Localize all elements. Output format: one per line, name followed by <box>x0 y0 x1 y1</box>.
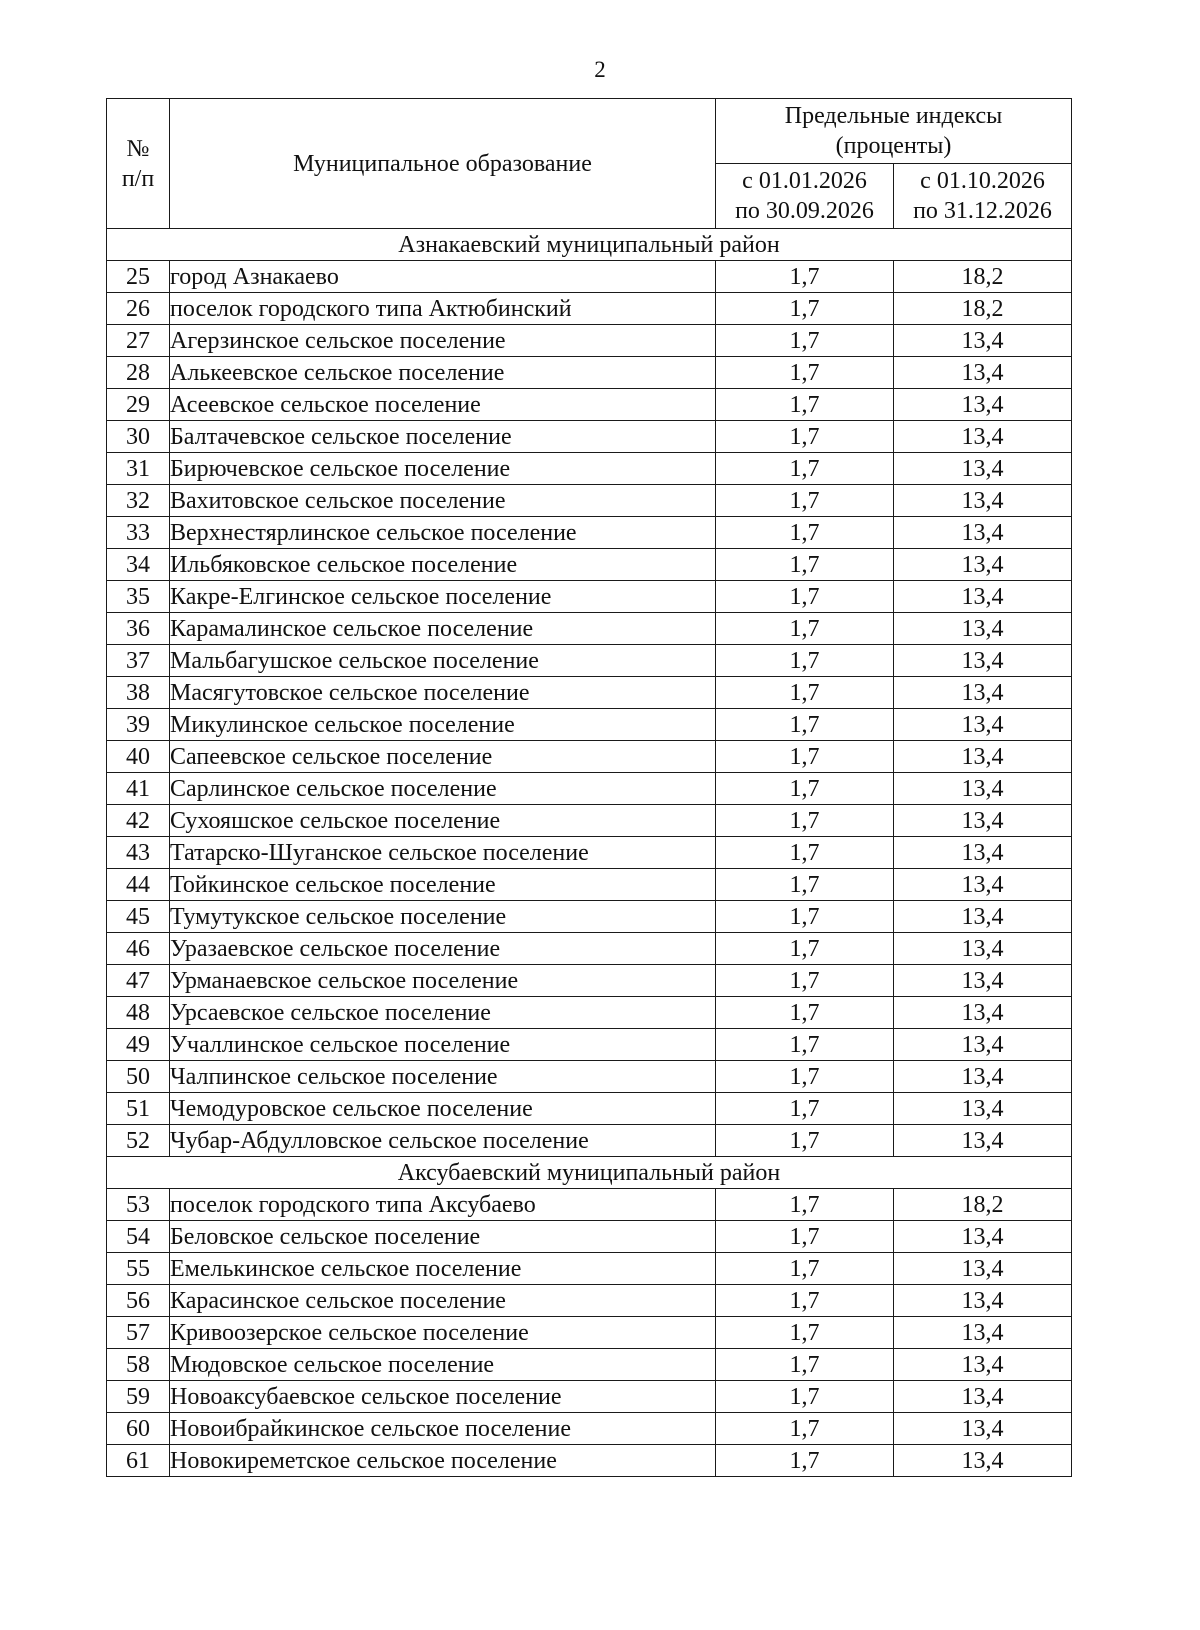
index-period-1: 1,7 <box>716 901 894 933</box>
row-number: 38 <box>107 677 170 709</box>
table-row <box>107 1221 1072 1253</box>
row-number: 51 <box>107 1093 170 1125</box>
index-period-1: 1,7 <box>716 485 894 517</box>
municipality-name: Чемодуровское сельское поселение <box>170 1093 716 1125</box>
index-period-2: 13,4 <box>894 1061 1072 1093</box>
header-period-1: с 01.01.2026 по 30.09.2026 <box>716 164 894 229</box>
table-row <box>107 1253 1072 1285</box>
table-row <box>107 485 1072 517</box>
table-row <box>107 1413 1072 1445</box>
index-period-1: 1,7 <box>716 645 894 677</box>
municipality-name: Чалпинское сельское поселение <box>170 1061 716 1093</box>
index-period-2: 13,4 <box>894 1285 1072 1317</box>
index-period-1: 1,7 <box>716 389 894 421</box>
index-period-1: 1,7 <box>716 805 894 837</box>
row-number: 36 <box>107 613 170 645</box>
municipality-name: Чубар-Абдулловское сельское поселение <box>170 1125 716 1157</box>
municipality-name: Татарско-Шуганское сельское поселение <box>170 837 716 869</box>
municipality-name: Верхнестярлинское сельское поселение <box>170 517 716 549</box>
row-number: 28 <box>107 357 170 389</box>
municipality-name: Вахитовское сельское поселение <box>170 485 716 517</box>
table-row <box>107 1061 1072 1093</box>
index-period-2: 13,4 <box>894 1253 1072 1285</box>
index-period-2: 13,4 <box>894 613 1072 645</box>
row-number: 43 <box>107 837 170 869</box>
index-period-1: 1,7 <box>716 1381 894 1413</box>
municipality-name: Емелькинское сельское поселение <box>170 1253 716 1285</box>
municipality-name: поселок городского типа Актюбинский <box>170 293 716 325</box>
row-number: 54 <box>107 1221 170 1253</box>
row-number: 26 <box>107 293 170 325</box>
index-period-1: 1,7 <box>716 1317 894 1349</box>
table-row <box>107 549 1072 581</box>
index-period-2: 13,4 <box>894 1381 1072 1413</box>
municipality-name: Новокиреметское сельское поселение <box>170 1445 716 1477</box>
table-row <box>107 453 1072 485</box>
index-period-1: 1,7 <box>716 261 894 293</box>
district-title: Азнакаевский муниципальный район <box>107 229 1072 261</box>
table-row <box>107 837 1072 869</box>
row-number: 25 <box>107 261 170 293</box>
index-period-1: 1,7 <box>716 1349 894 1381</box>
row-number: 58 <box>107 1349 170 1381</box>
municipality-name: Бирючевское сельское поселение <box>170 453 716 485</box>
index-period-1: 1,7 <box>716 293 894 325</box>
index-period-2: 13,4 <box>894 421 1072 453</box>
municipality-name: Ильбяковское сельское поселение <box>170 549 716 581</box>
table-row <box>107 965 1072 997</box>
index-period-2: 13,4 <box>894 485 1072 517</box>
row-number: 60 <box>107 1413 170 1445</box>
index-period-2: 13,4 <box>894 549 1072 581</box>
index-period-2: 13,4 <box>894 709 1072 741</box>
row-number: 32 <box>107 485 170 517</box>
row-number: 61 <box>107 1445 170 1477</box>
index-period-1: 1,7 <box>716 1445 894 1477</box>
index-period-2: 13,4 <box>894 1221 1072 1253</box>
index-period-1: 1,7 <box>716 997 894 1029</box>
row-number: 50 <box>107 1061 170 1093</box>
municipality-name: Урманаевское сельское поселение <box>170 965 716 997</box>
header-municipality: Муниципальное образование <box>170 99 716 229</box>
municipality-name: поселок городского типа Аксубаево <box>170 1189 716 1221</box>
table-row <box>107 741 1072 773</box>
header-number: № п/п <box>107 99 170 229</box>
index-period-2: 13,4 <box>894 325 1072 357</box>
index-period-1: 1,7 <box>716 549 894 581</box>
index-period-1: 1,7 <box>716 613 894 645</box>
index-period-2: 18,2 <box>894 1189 1072 1221</box>
index-period-1: 1,7 <box>716 453 894 485</box>
table-row <box>107 325 1072 357</box>
header-indices: Предельные индексы (проценты) <box>716 99 1072 164</box>
municipality-name: Урсаевское сельское поселение <box>170 997 716 1029</box>
table-row <box>107 933 1072 965</box>
table-row <box>107 1093 1072 1125</box>
index-period-1: 1,7 <box>716 1125 894 1157</box>
index-period-1: 1,7 <box>716 1413 894 1445</box>
municipality-name: Тумутукское сельское поселение <box>170 901 716 933</box>
row-number: 33 <box>107 517 170 549</box>
municipality-name: Беловское сельское поселение <box>170 1221 716 1253</box>
row-number: 34 <box>107 549 170 581</box>
table-row <box>107 869 1072 901</box>
index-period-1: 1,7 <box>716 1285 894 1317</box>
index-period-1: 1,7 <box>716 709 894 741</box>
row-number: 40 <box>107 741 170 773</box>
municipality-name: Асеевское сельское поселение <box>170 389 716 421</box>
index-period-1: 1,7 <box>716 837 894 869</box>
index-period-2: 13,4 <box>894 357 1072 389</box>
municipality-name: Какре-Елгинское сельское поселение <box>170 581 716 613</box>
table-row <box>107 1285 1072 1317</box>
table-row <box>107 805 1072 837</box>
table-row <box>107 773 1072 805</box>
row-number: 48 <box>107 997 170 1029</box>
index-period-1: 1,7 <box>716 421 894 453</box>
row-number: 41 <box>107 773 170 805</box>
index-period-1: 1,7 <box>716 1029 894 1061</box>
table-row <box>107 581 1072 613</box>
table-row <box>107 677 1072 709</box>
municipality-name: Карамалинское сельское поселение <box>170 613 716 645</box>
row-number: 29 <box>107 389 170 421</box>
index-period-1: 1,7 <box>716 581 894 613</box>
table-row <box>107 1317 1072 1349</box>
index-period-2: 13,4 <box>894 1125 1072 1157</box>
index-period-2: 13,4 <box>894 645 1072 677</box>
table-row <box>107 901 1072 933</box>
index-period-2: 13,4 <box>894 1445 1072 1477</box>
municipality-name: город Азнакаево <box>170 261 716 293</box>
municipality-name: Кривоозерское сельское поселение <box>170 1317 716 1349</box>
table-row <box>107 1445 1072 1477</box>
municipality-name: Учаллинское сельское поселение <box>170 1029 716 1061</box>
municipality-name: Балтачевское сельское поселение <box>170 421 716 453</box>
index-period-2: 13,4 <box>894 837 1072 869</box>
index-period-2: 13,4 <box>894 901 1072 933</box>
municipality-name: Мюдовское сельское поселение <box>170 1349 716 1381</box>
indices-table <box>106 98 1072 1477</box>
table-header-row <box>107 99 1072 164</box>
district-group-row <box>107 1157 1072 1189</box>
index-period-1: 1,7 <box>716 1253 894 1285</box>
table-row <box>107 357 1072 389</box>
index-period-1: 1,7 <box>716 1061 894 1093</box>
index-period-1: 1,7 <box>716 1093 894 1125</box>
table-row <box>107 1189 1072 1221</box>
index-period-2: 18,2 <box>894 261 1072 293</box>
index-period-1: 1,7 <box>716 357 894 389</box>
table-row <box>107 1381 1072 1413</box>
table-row <box>107 1349 1072 1381</box>
municipality-name: Тойкинское сельское поселение <box>170 869 716 901</box>
row-number: 45 <box>107 901 170 933</box>
table-row <box>107 421 1072 453</box>
index-period-2: 13,4 <box>894 1413 1072 1445</box>
row-number: 56 <box>107 1285 170 1317</box>
municipality-name: Новоаксубаевское сельское поселение <box>170 1381 716 1413</box>
row-number: 55 <box>107 1253 170 1285</box>
row-number: 30 <box>107 421 170 453</box>
index-period-2: 13,4 <box>894 1349 1072 1381</box>
table-row <box>107 389 1072 421</box>
index-period-2: 13,4 <box>894 869 1072 901</box>
row-number: 47 <box>107 965 170 997</box>
index-period-2: 13,4 <box>894 1317 1072 1349</box>
table-row <box>107 1125 1072 1157</box>
district-group-row <box>107 229 1072 261</box>
row-number: 35 <box>107 581 170 613</box>
table-row <box>107 261 1072 293</box>
index-period-2: 13,4 <box>894 517 1072 549</box>
index-period-2: 13,4 <box>894 805 1072 837</box>
table-body <box>107 229 1072 1477</box>
municipality-name: Микулинское сельское поселение <box>170 709 716 741</box>
municipality-name: Масягутовское сельское поселение <box>170 677 716 709</box>
municipality-name: Карасинское сельское поселение <box>170 1285 716 1317</box>
index-period-1: 1,7 <box>716 741 894 773</box>
row-number: 52 <box>107 1125 170 1157</box>
table-row <box>107 997 1072 1029</box>
municipality-name: Агерзинское сельское поселение <box>170 325 716 357</box>
index-period-2: 13,4 <box>894 677 1072 709</box>
index-period-2: 13,4 <box>894 1093 1072 1125</box>
municipality-name: Сапеевское сельское поселение <box>170 741 716 773</box>
municipality-name: Уразаевское сельское поселение <box>170 933 716 965</box>
table-row <box>107 1029 1072 1061</box>
index-period-2: 13,4 <box>894 965 1072 997</box>
municipality-name: Сарлинское сельское поселение <box>170 773 716 805</box>
index-period-2: 13,4 <box>894 773 1072 805</box>
row-number: 46 <box>107 933 170 965</box>
index-period-2: 13,4 <box>894 741 1072 773</box>
index-period-1: 1,7 <box>716 517 894 549</box>
municipality-name: Сухояшское сельское поселение <box>170 805 716 837</box>
page-number: 2 <box>594 57 606 82</box>
row-number: 49 <box>107 1029 170 1061</box>
municipality-name: Новоибрайкинское сельское поселение <box>170 1413 716 1445</box>
header-period-2: с 01.10.2026 по 31.12.2026 <box>894 164 1072 229</box>
row-number: 39 <box>107 709 170 741</box>
row-number: 27 <box>107 325 170 357</box>
table-row <box>107 645 1072 677</box>
index-period-1: 1,7 <box>716 325 894 357</box>
index-period-2: 18,2 <box>894 293 1072 325</box>
index-period-2: 13,4 <box>894 581 1072 613</box>
row-number: 31 <box>107 453 170 485</box>
table-row <box>107 517 1072 549</box>
row-number: 44 <box>107 869 170 901</box>
table-row <box>107 293 1072 325</box>
index-period-2: 13,4 <box>894 933 1072 965</box>
row-number: 59 <box>107 1381 170 1413</box>
index-period-1: 1,7 <box>716 1221 894 1253</box>
index-period-2: 13,4 <box>894 453 1072 485</box>
row-number: 37 <box>107 645 170 677</box>
index-period-1: 1,7 <box>716 933 894 965</box>
row-number: 42 <box>107 805 170 837</box>
table-row <box>107 709 1072 741</box>
municipality-name: Алькеевское сельское поселение <box>170 357 716 389</box>
municipality-name: Мальбагушское сельское поселение <box>170 645 716 677</box>
index-period-1: 1,7 <box>716 1189 894 1221</box>
index-period-1: 1,7 <box>716 965 894 997</box>
index-period-2: 13,4 <box>894 997 1072 1029</box>
row-number: 53 <box>107 1189 170 1221</box>
index-period-1: 1,7 <box>716 773 894 805</box>
index-period-2: 13,4 <box>894 1029 1072 1061</box>
row-number: 57 <box>107 1317 170 1349</box>
district-title: Аксубаевский муниципальный район <box>107 1157 1072 1189</box>
index-period-1: 1,7 <box>716 869 894 901</box>
index-period-2: 13,4 <box>894 389 1072 421</box>
table-row <box>107 613 1072 645</box>
index-period-1: 1,7 <box>716 677 894 709</box>
